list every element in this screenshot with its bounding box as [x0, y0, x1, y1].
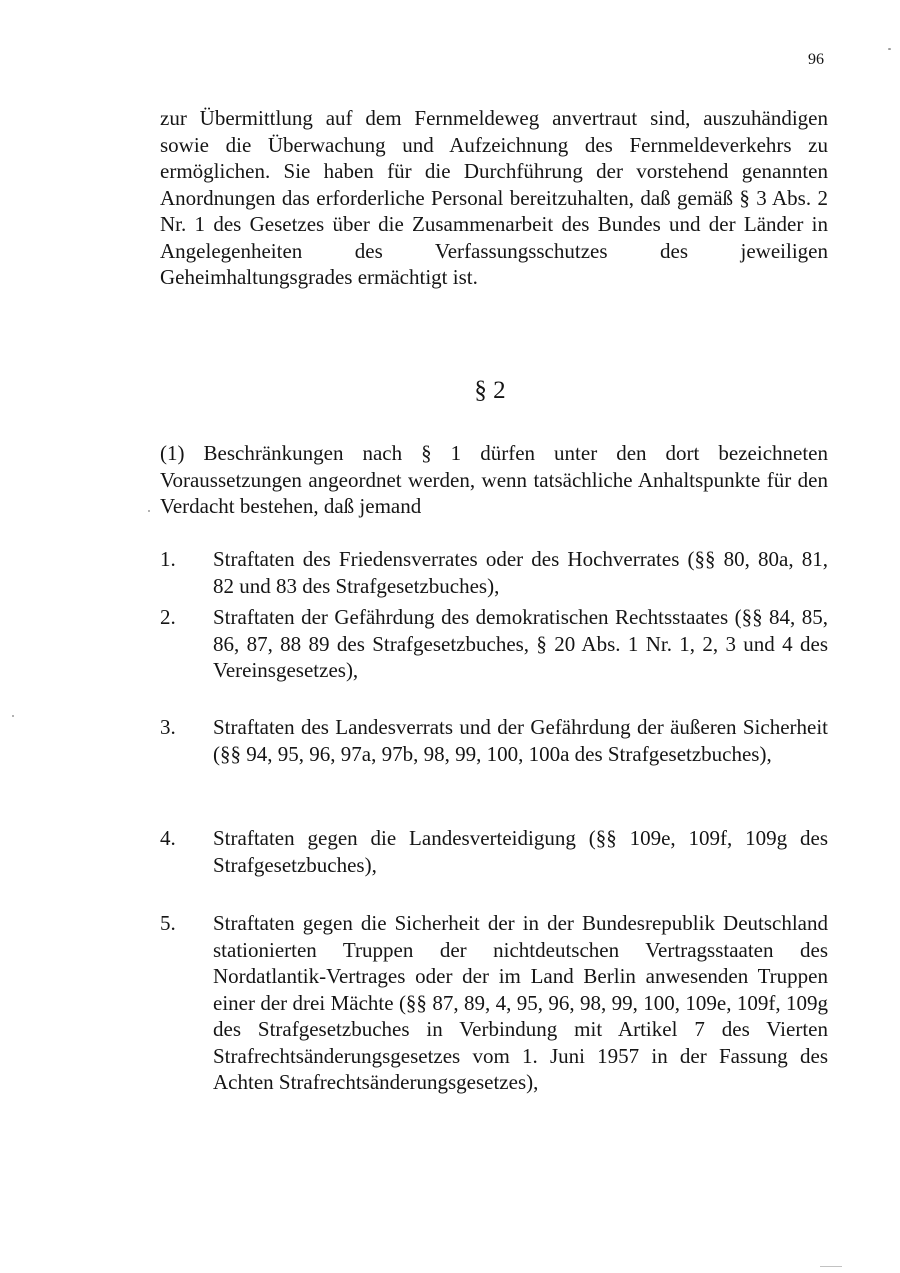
list-item-number: 2.: [160, 605, 176, 629]
paragraph-1: (1) Beschränkungen nach § 1 dürfen unter den dort bezeichneten Voraussetzungen angeordnet werden, wenn tatsächliche Anhaltspunkte für den Verdacht bestehen, daß jemand: [160, 441, 828, 518]
list-item: [160, 910, 828, 1096]
list-item-text: Straftaten der Gefährdung des demokratischen Rechtsstaates (§§ 84, 85, 86, 87, 88 89 des Strafgesetzbuches, § 20 Abs. 1 Nr. 1, 2, 3 und 4 des Vereinsgesetzes),: [213, 605, 828, 682]
list-item-number: 4.: [160, 826, 176, 850]
scan-speck: [820, 1266, 842, 1267]
section-heading: § 2: [474, 377, 506, 404]
list-item-number: 1.: [160, 547, 176, 571]
list-item: [160, 714, 828, 767]
list-item-number: 3.: [160, 715, 176, 739]
list-item-text: Straftaten des Friedensverrates oder des Hochverrates (§§ 80, 80a, 81, 82 und 83 des Strafgesetzbuches),: [213, 547, 828, 598]
list-item: [160, 546, 828, 599]
list-item: [160, 604, 828, 684]
intro-paragraph: zur Übermittlung auf dem Fernmeldeweg anvertraut sind, auszuhändigen sowie die Überwachung und Aufzeichnung des Fernmeldeverkehrs zu ermöglichen. Sie haben für die Durchführung der vorstehend genannten Anordnungen das erforderliche Personal bereitzuhalten, daß gemäß § 3 Abs. 2 Nr. 1 des Gesetzes über die Zusammenarbeit des Bundes und der Länder in Angelegenheiten des Verfassungsschutzes des jeweiligen Geheimhaltungsgrades ermächtigt ist.: [160, 106, 828, 289]
page-number: 96: [808, 51, 824, 68]
scan-speck: [12, 715, 14, 717]
list-item-text: Straftaten des Landesverrats und der Gefährdung der äußeren Sicherheit (§§ 94, 95, 96, 97a, 97b, 98, 99, 100, 100a des Strafgesetzbuches),: [213, 715, 828, 766]
list-item-text: Straftaten gegen die Sicherheit der in der Bundesrepublik Deutschland stationierten Truppen der nichtdeutschen Vertragsstaaten des Nordatlantik-Vertrages oder der im Land Berlin anwesenden Truppen einer der drei Mächte (§§ 87, 89, 4, 95, 96, 98, 99, 100, 109e, 109f, 109g des Strafgesetzbuches in Verbindung mit Artikel 7 des Vierten Strafrechtsänderungsgesetzes vom 1. Juni 1957 in der Fassung des Achten Strafrechtsänderungsgesetzes),: [213, 911, 828, 1094]
list-item: [160, 825, 828, 878]
list-item-text: Straftaten gegen die Landesverteidigung (§§ 109e, 109f, 109g des Strafgesetzbuches),: [213, 826, 828, 877]
scan-speck: [148, 510, 150, 512]
scan-speck: [888, 48, 891, 50]
list-item-number: 5.: [160, 911, 176, 935]
